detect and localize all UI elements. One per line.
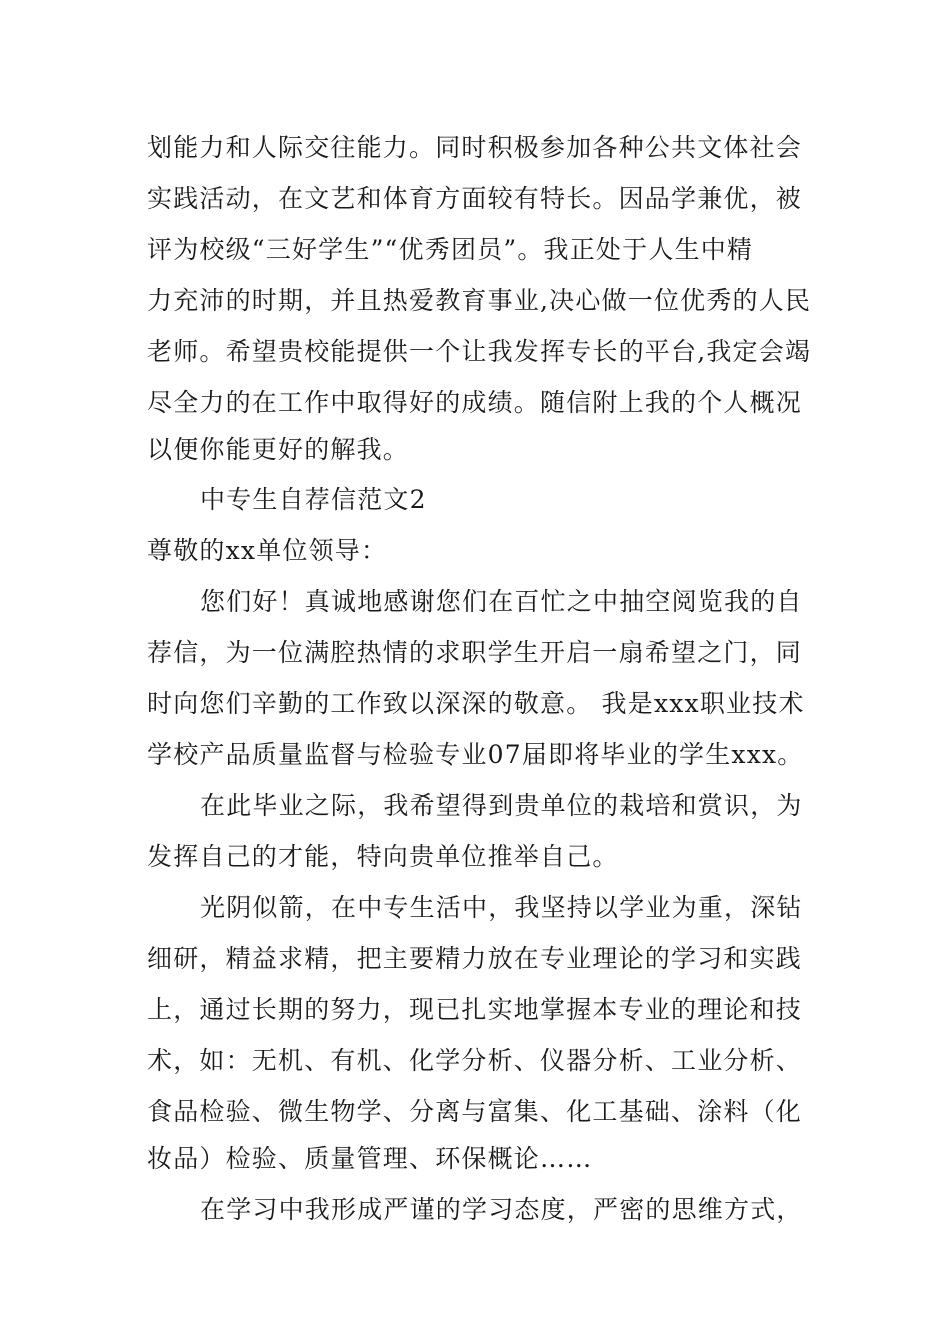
body-text-line: 细研，精益求精，把主要精力放在专业理论的学习和实践 (147, 944, 803, 973)
body-text-line: 时向您们辛勤的工作致以深深的敬意。 我是xxx职业技术 (147, 689, 805, 718)
body-text-line: 划能力和人际交往能力。同时积极参加各种公共文体社会 (147, 133, 803, 162)
body-text-line: 学校产品质量监督与检验专业07届即将毕业的学生xxx。 (147, 740, 804, 769)
body-text-line: 实践活动，在文艺和体育方面较有特长。因品学兼优，被 (147, 184, 803, 213)
body-text-line: 发挥自己的才能，特向贵单位推举自己。 (147, 842, 619, 871)
body-text-line: 您们好！真诚地感谢您们在百忙之中抽空阅览我的自 (200, 587, 803, 616)
section-heading: 中专生自荐信范文2 (200, 485, 427, 514)
body-text-line: 上，通过长期的努力，现已扎实地掌握本专业的理论和技 (147, 995, 803, 1024)
body-text-line: 妆品）检验、质量管理、环保概论…… (147, 1144, 593, 1173)
body-text-line: 术，如：无机、有机、化学分析、仪器分析、工业分析、 (147, 1046, 803, 1075)
body-text-line: 荐信，为一位满腔热情的求职学生开启一扇希望之门，同 (147, 638, 803, 667)
body-text-line: 在学习中我形成严谨的学习态度，严密的思维方式， (200, 1195, 803, 1224)
body-text-line: 以便你能更好的解我。 (147, 435, 410, 464)
body-text-line: 尽全力的在工作中取得好的成绩。随信附上我的个人概况 (147, 388, 803, 417)
body-text-line: 食品检验、微生物学、分离与富集、化工基础、涂料（化 (147, 1097, 803, 1126)
body-text-line: 老师。希望贵校能提供一个让我发挥专长的平台,我定会竭 (147, 337, 812, 366)
body-text-line: 在此毕业之际，我希望得到贵单位的栽培和赏识，为 (200, 791, 803, 820)
body-text-line: 力充沛的时期，并且热爱教育事业,决心做一位优秀的人民 (147, 286, 812, 315)
body-text-line: 光阴似箭，在中专生活中，我坚持以学业为重，深钻 (200, 893, 803, 922)
body-text-line: 评为校级“三好学生”“优秀团员”。我正处于人生中精 (147, 235, 754, 264)
salutation: 尊敬的xx单位领导： (147, 536, 388, 565)
